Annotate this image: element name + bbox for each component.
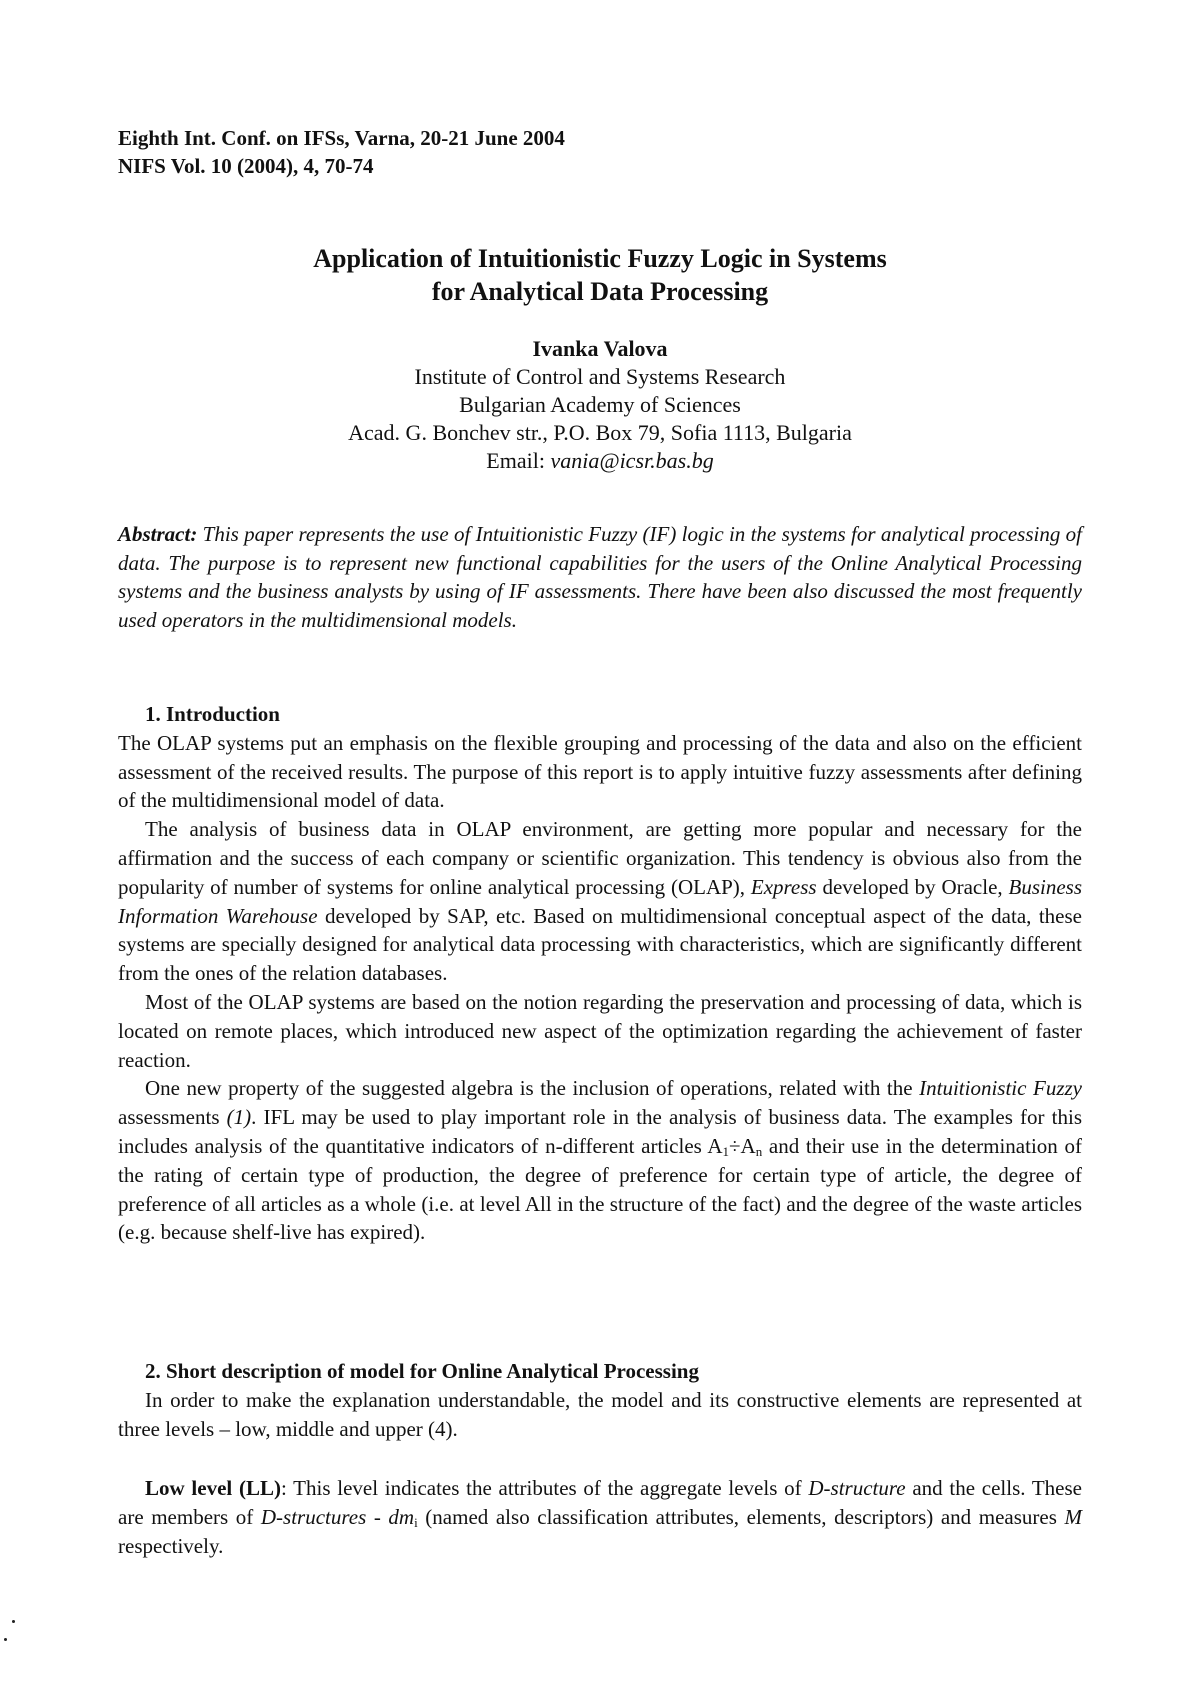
scan-speck — [12, 1620, 15, 1623]
affiliation-institute: Institute of Control and Systems Research — [414, 364, 786, 389]
section-heading: 2. Short description of model for Online Analytical Processing — [145, 1359, 699, 1383]
text-run: and their use in the determination of the rating of certain type of production, the degree of preference for certain type of article, the degree of preference of all articles as a whole (i.e. at level All in the structure of the fact) and the degree of the waste articles (e.g. because shelf-live has expired). — [118, 1133, 1082, 1245]
author-email-line — [0, 447, 1200, 475]
text-run: The analysis of business data in OLAP environment, are getting more popular and necessary for the affirmation and the success of each company or scientific organization. This tendency is obvious also from the popularity of number of systems for online analytical processing (OLAP), — [118, 817, 1082, 899]
journal-volume-line: NIFS Vol. 10 (2004), 4, 70-74 — [118, 154, 374, 178]
subscript: 1 — [722, 1143, 730, 1159]
text-run: assessments — [118, 1105, 227, 1130]
abstract — [118, 520, 1082, 634]
product-name: Express — [750, 874, 817, 899]
author-name: Ivanka Valova — [532, 336, 668, 361]
paragraph: Most of the OLAP systems are based on the notion regarding the preservation and processing of data, which is located on remote places, which introduced new aspect of the optimization regarding the achievement of faster reaction. — [118, 989, 1082, 1072]
text-run: developed by Oracle, — [816, 874, 1009, 899]
subscript: n — [755, 1143, 763, 1159]
text-run: respectively. — [118, 1533, 224, 1558]
abstract-text: This paper represents the use of Intuitionistic Fuzzy (IF) logic in the systems for analytical processing of data. The purpose is to represent new functional capabilities for the users of the Online Analytical Processing systems and the business analysts by using of IF assessments. There have been also discussed the most frequently used operators in the multidimensional models. — [118, 522, 1082, 632]
term: Intuitionistic Fuzzy — [919, 1076, 1082, 1101]
term: D-structures - dm — [260, 1504, 415, 1529]
scan-speck — [4, 1638, 7, 1641]
section-model-description — [118, 1357, 1082, 1443]
text-run: (named also classification attributes, elements, descriptors) and measures — [417, 1504, 1065, 1529]
citation: (1) — [226, 1105, 252, 1130]
text-run: . IFL may be used to play important role in the analysis of business data. The examples for this includes analysis of the quantitative indicators of n-different articles A — [118, 1105, 1083, 1158]
email-label: Email: — [486, 448, 551, 473]
author-address: Acad. G. Bonchev str., P.O. Box 79, Sofia 1113, Bulgaria — [348, 420, 852, 445]
author-block — [0, 335, 1200, 475]
text-run: developed by SAP, etc. Based on multidimensional conceptual aspect of the data, these systems are specially designed for analytical data processing with characteristics, which are significantly different from the ones of the relation databases. — [118, 903, 1082, 986]
text-run: ÷A — [729, 1133, 756, 1158]
paper-title — [0, 242, 1200, 308]
paragraph: In order to make the explanation understandable, the model and its constructive elements are represented at three levels – low, middle and upper (4). — [118, 1387, 1082, 1441]
term: M — [1064, 1504, 1082, 1529]
text-run: One new property of the suggested algebra is the inclusion of operations, related with the — [145, 1076, 920, 1101]
text-run: and the cells. These are members of — [118, 1476, 1082, 1529]
paragraph — [118, 1074, 1082, 1247]
term: D-structure — [808, 1476, 906, 1500]
paragraph — [118, 815, 1082, 988]
paragraph: The OLAP systems put an emphasis on the flexible grouping and processing of the data and also on the efficient assessment of the received results. The purpose of this report is to apply intuitive fuzzy assessments after defining of the multidimensional model of data. — [118, 730, 1082, 813]
conference-header — [118, 124, 565, 180]
low-level-definition — [118, 1474, 1082, 1560]
subscript: i — [414, 1514, 418, 1530]
section-heading: 1. Introduction — [145, 702, 280, 726]
abstract-label: Abstract: — [118, 522, 198, 546]
paragraph — [118, 1474, 1082, 1560]
email-address: vania@icsr.bas.bg — [550, 448, 714, 473]
term-label: Low level (LL) — [145, 1476, 281, 1500]
title-line-1: Application of Intuitionistic Fuzzy Logic in Systems — [313, 244, 887, 273]
affiliation-academy: Bulgarian Academy of Sciences — [459, 392, 741, 417]
text-run: : This level indicates the attributes of the aggregate levels of — [280, 1476, 809, 1500]
product-name: Business Information Warehouse — [118, 874, 1082, 928]
section-introduction — [118, 700, 1082, 1247]
conference-line: Eighth Int. Conf. on IFSs, Varna, 20-21 June 2004 — [118, 126, 565, 150]
title-line-2: for Analytical Data Processing — [431, 277, 769, 306]
